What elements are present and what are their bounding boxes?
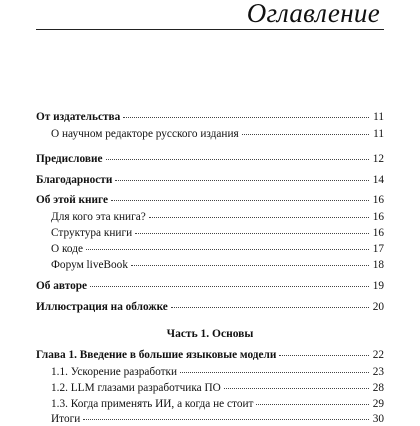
toc-page-number: 30 <box>372 413 384 425</box>
toc-entry <box>36 397 384 411</box>
dot-leader <box>149 217 369 218</box>
toc-entry-label: О коде <box>51 243 83 255</box>
toc-entry <box>36 152 384 166</box>
toc-entry-label: 1.3. Когда применять ИИ, а когда не стоит <box>51 398 254 410</box>
toc-entry-label: Об этой книге <box>36 194 109 206</box>
toc-page-number: 11 <box>373 111 384 123</box>
toc-entry-label: 1.2. LLM глазами разработчика ПО <box>51 382 221 394</box>
toc-entry <box>36 127 384 141</box>
table-of-contents <box>36 0 384 425</box>
page-title: Оглавление <box>246 0 380 28</box>
toc-page-number: 14 <box>372 174 384 186</box>
toc-entry-label: От издательства <box>36 111 121 123</box>
dot-leader <box>242 134 369 135</box>
dot-leader <box>180 372 369 373</box>
toc-entry-label: Для кого эта книга? <box>51 211 146 223</box>
toc-entry <box>36 242 384 256</box>
toc-page-number: 19 <box>372 280 384 292</box>
toc-entry-label: Благодарности <box>36 174 113 186</box>
toc-entry-label: 1.1. Ускорение разработки <box>51 366 178 378</box>
dot-leader <box>171 307 369 308</box>
dot-leader <box>86 249 369 250</box>
toc-entry <box>36 193 384 207</box>
part-heading: Часть 1. Основы <box>166 328 254 340</box>
toc-entry-label: Предисловие <box>36 153 103 165</box>
toc-entry-label: Форум liveBook <box>51 259 128 271</box>
toc-entry <box>36 300 384 314</box>
toc-entry-label: Глава 1. Введение в большие языковые модели <box>36 349 277 361</box>
toc-page-number: 12 <box>372 153 384 165</box>
toc-entry <box>36 258 384 272</box>
dot-leader <box>224 388 369 389</box>
dot-leader <box>135 233 369 234</box>
toc-page-number: 28 <box>372 382 384 394</box>
toc-page-number: 20 <box>372 301 384 313</box>
toc-page-number: 23 <box>372 366 384 378</box>
toc-page-number: 22 <box>372 349 384 361</box>
dot-leader <box>106 159 369 160</box>
toc-page-number: 16 <box>372 227 384 239</box>
dot-leader <box>123 117 369 118</box>
toc-page-number: 16 <box>372 211 384 223</box>
dot-leader <box>256 404 369 405</box>
toc-entry <box>36 348 384 362</box>
dot-leader <box>115 180 369 181</box>
toc-page-number: 29 <box>372 398 384 410</box>
dot-leader <box>111 200 369 201</box>
dot-leader <box>279 355 369 356</box>
toc-page-number: 17 <box>372 243 384 255</box>
toc-entry <box>36 412 384 426</box>
toc-entry <box>36 173 384 187</box>
toc-page-number: 16 <box>372 194 384 206</box>
toc-entry <box>36 110 384 124</box>
toc-page-number: 11 <box>373 128 384 140</box>
toc-entry-label: Об авторе <box>36 280 88 292</box>
toc-entry <box>36 226 384 240</box>
toc-page-number: 18 <box>372 259 384 271</box>
toc-entry-label: О научном редакторе русского издания <box>51 128 239 140</box>
toc-entry-label: Итоги <box>51 413 81 425</box>
toc-entry <box>36 365 384 379</box>
toc-entry-label: Иллюстрация на обложке <box>36 301 168 313</box>
dot-leader <box>90 286 369 287</box>
toc-entry <box>36 210 384 224</box>
toc-entry <box>36 279 384 293</box>
toc-entry-label: Структура книги <box>51 227 133 239</box>
dot-leader <box>131 265 369 266</box>
toc-entry <box>36 381 384 395</box>
